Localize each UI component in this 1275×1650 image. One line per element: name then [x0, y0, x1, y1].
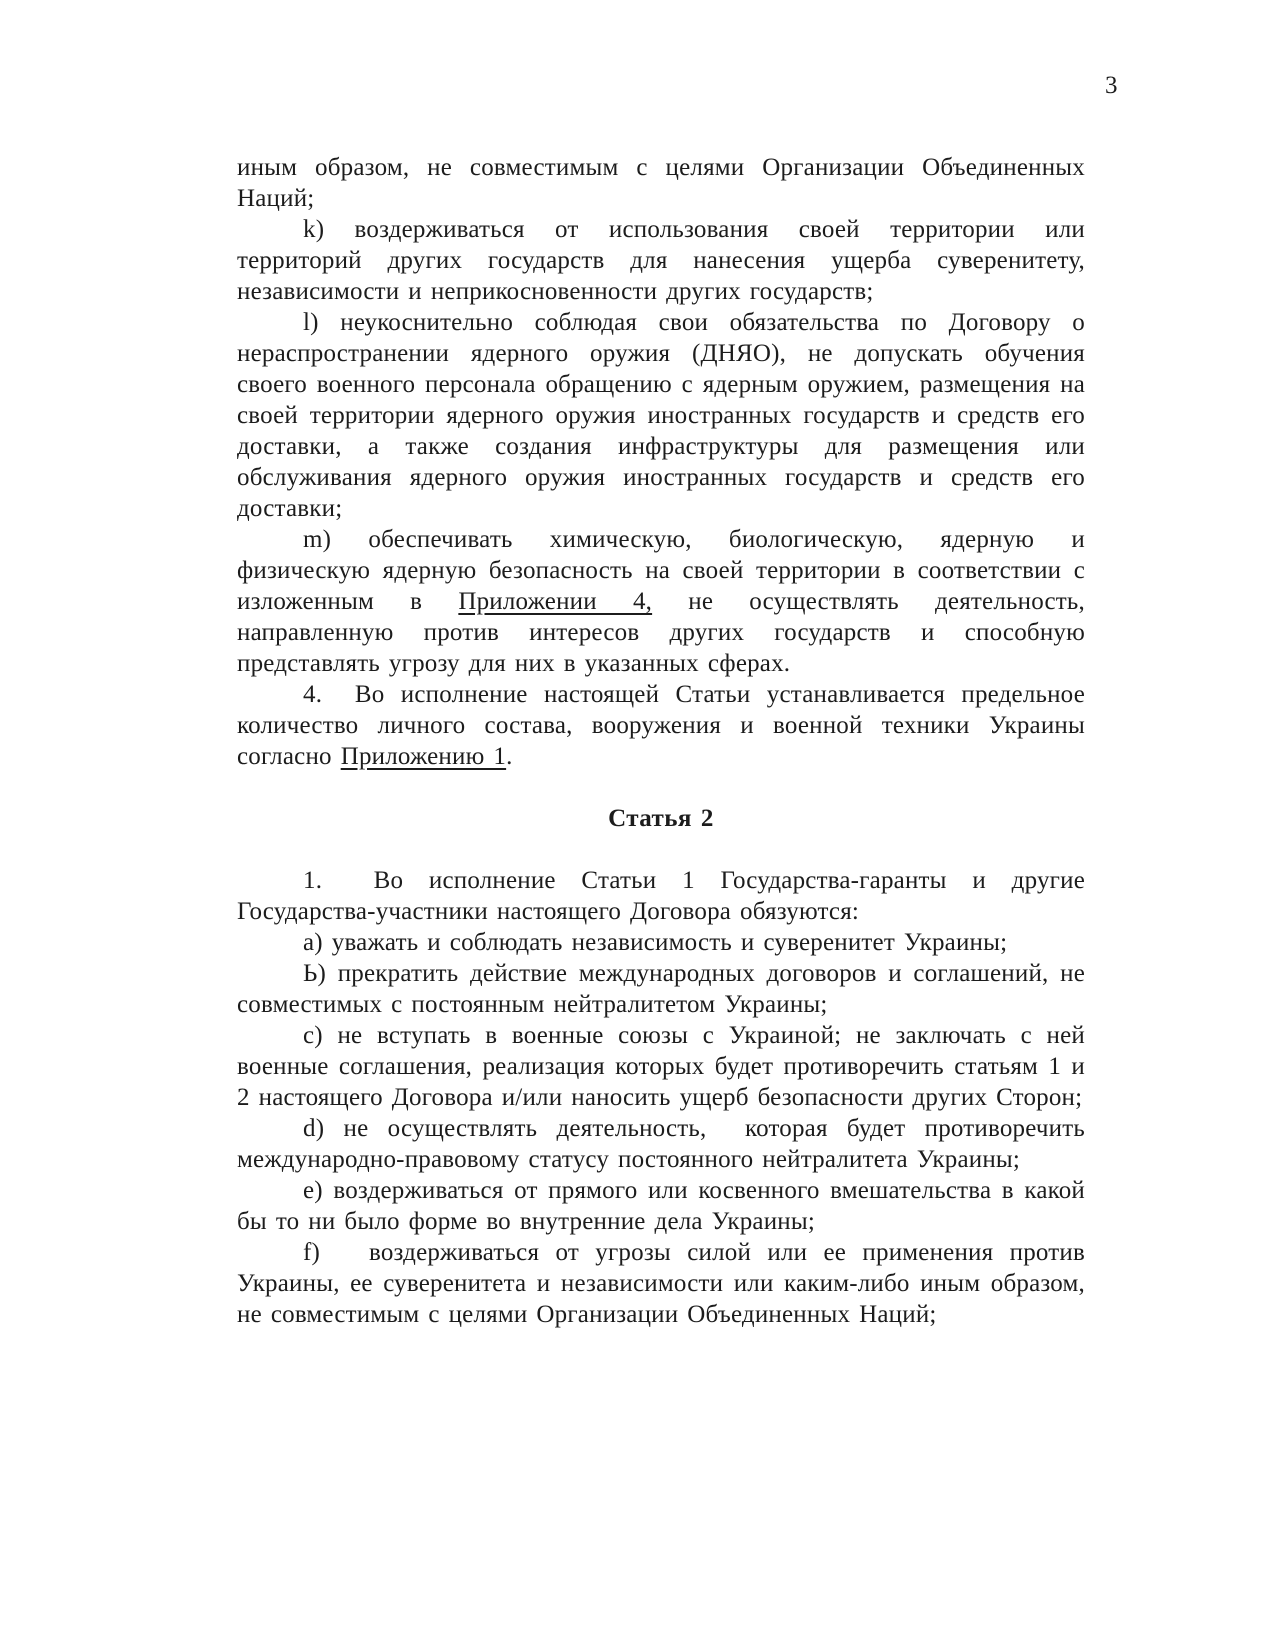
paragraph	[237, 1113, 1085, 1175]
article-heading: Статья 2	[608, 805, 714, 832]
text-run: a) уважать и соблюдать независимость и суверенитет Украины;	[303, 929, 1008, 956]
text-run: 4. Во исполнение настоящей Статьи устанавливается предельное количество личного состава, вооружения и военной техники Украины согласно	[237, 681, 1085, 770]
text-run: d) не осуществлять деятельность, которая будет противоречить международно-правовому статусу постоянного нейтралитета Украины;	[237, 1115, 1085, 1173]
document-content	[237, 152, 1085, 1330]
text-run: .	[506, 743, 513, 770]
text-run: e) воздерживаться от прямого или косвенного вмешательства в какой бы то ни было форме во внутренние дела Украины;	[237, 1177, 1085, 1235]
paragraph	[237, 1237, 1085, 1330]
paragraph	[237, 1175, 1085, 1237]
annex-reference: Приложении 4,	[458, 588, 653, 615]
paragraph	[237, 524, 1085, 679]
paragraph	[237, 958, 1085, 1020]
paragraph	[237, 679, 1085, 772]
text-run: f) воздерживаться от угрозы силой или ее применения против Украины, ее суверенитета и независимости или каким-либо иным образом, не совместимым с целями Организации Объединенных Наций;	[237, 1239, 1085, 1328]
text-run: Ь) прекратить действие международных договоров и соглашений, не совместимых с постоянным нейтралитетом Украины;	[237, 960, 1085, 1018]
text-run: m) обеспечивать химическую, биологическую, ядерную и физическую ядерную безопасность на своей территории в соответствии с изложенным в	[237, 526, 1085, 615]
page-number: 3	[1105, 72, 1118, 99]
paragraph	[237, 865, 1085, 927]
text-run: c) не вступать в военные союзы с Украиной; не заключать с ней военные соглашения, реализация которых будет противоречить статьям 1 и 2 настоящего Договора и/или наносить ущерб безопасности других Сторон;	[237, 1022, 1085, 1111]
paragraph	[237, 1020, 1085, 1113]
text-run: l) неукоснительно соблюдая свои обязательства по Договору о нераспространении ядерного оружия (ДНЯО), не допускать обучения своего военного персонала обращению с ядерным оружием, размещения на своей территории ядерного оружия иностранных государств и средств его доставки, а также создания инфраструктуры для размещения или обслуживания ядерного оружия иностранных государств и средств его доставки;	[237, 309, 1085, 522]
annex-reference: Приложению 1	[340, 743, 507, 770]
text-run: не осуществлять деятельность, направленную против интересов других государств и способную представлять угрозу для них в указанных сферах.	[237, 588, 1085, 677]
text-run: k) воздерживаться от использования своей территории или территорий других государств для нанесения ущерба суверенитету, независимости и неприкосновенности других государств;	[237, 216, 1085, 305]
text-run: иным образом, не совместимым с целями Организации Объединенных Наций;	[237, 154, 1085, 212]
paragraph	[237, 152, 1085, 214]
paragraph	[237, 307, 1085, 524]
text-run: 1. Во исполнение Статьи 1 Государства-гаранты и другие Государства-участники настоящего Договора обязуются:	[237, 867, 1085, 925]
paragraph	[237, 927, 1085, 958]
paragraph	[237, 214, 1085, 307]
